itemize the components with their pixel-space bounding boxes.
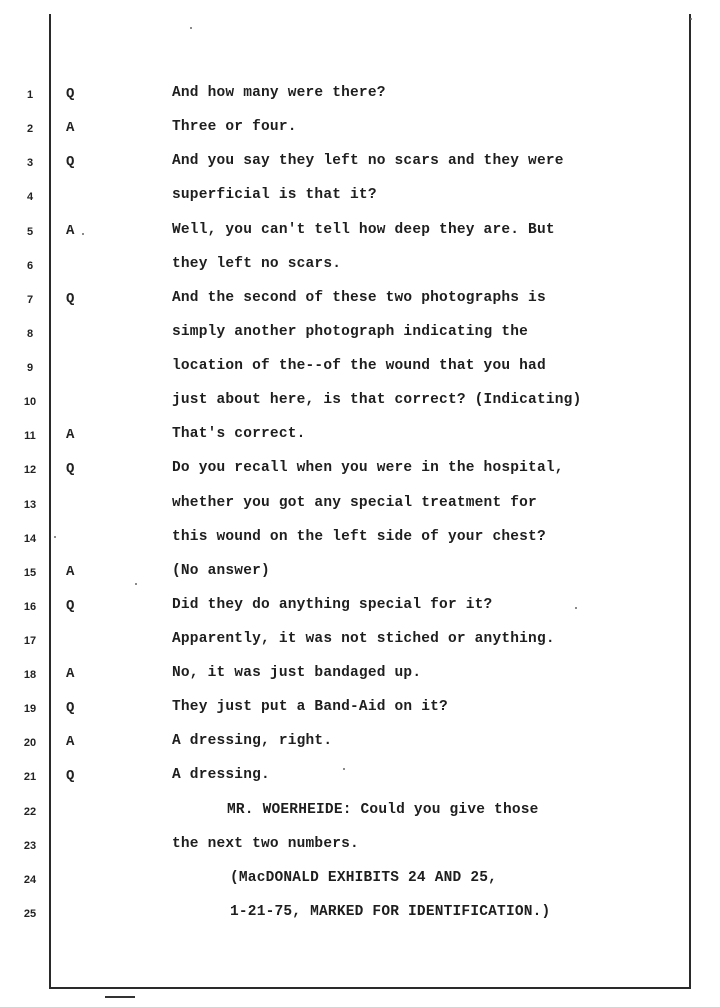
speaker-label: Q	[66, 154, 75, 170]
line-text: (MacDONALD EXHIBITS 24 AND 25,	[230, 870, 498, 886]
line-text: superficial is that it?	[172, 187, 377, 203]
scan-speck	[343, 768, 345, 770]
speaker-label: Q	[66, 700, 75, 716]
speaker-label: Q	[66, 291, 75, 307]
line-text: Did they do anything special for it?	[172, 597, 493, 613]
line-number: 23	[23, 840, 37, 852]
speaker-label: A	[66, 427, 75, 443]
line-number: 20	[23, 737, 37, 749]
line-text: Three or four.	[172, 119, 297, 135]
speaker-label: A	[66, 666, 75, 682]
line-text: Apparently, it was not stiched or anything.	[172, 631, 555, 647]
speaker-label: Q	[66, 598, 75, 614]
scan-speck	[82, 233, 84, 235]
speaker-label: A	[66, 734, 75, 750]
scan-speck	[575, 607, 577, 609]
line-text: A dressing, right.	[172, 733, 333, 749]
speaker-label: A	[66, 223, 75, 239]
line-number: 5	[26, 226, 34, 238]
line-text: That's correct.	[172, 426, 306, 442]
line-number: 14	[23, 533, 37, 545]
line-number: 1	[26, 89, 34, 101]
line-text: whether you got any special treatment for	[172, 495, 537, 511]
footer-rule	[105, 996, 135, 998]
line-number: 11	[24, 430, 36, 442]
speaker-label: Q	[66, 768, 75, 784]
line-number: 25	[23, 908, 37, 920]
scan-speck	[54, 536, 56, 538]
line-text: And you say they left no scars and they were	[172, 153, 564, 169]
line-text: And the second of these two photographs is	[172, 290, 546, 306]
speaker-label: Q	[66, 86, 75, 102]
line-number: 7	[26, 294, 34, 306]
line-number: 2	[26, 123, 34, 135]
line-text: simply another photograph indicating the	[172, 324, 529, 340]
speaker-label: A	[66, 564, 75, 580]
line-number: 15	[23, 567, 37, 579]
line-text: No, it was just bandaged up.	[172, 665, 422, 681]
line-text: They just put a Band-Aid on it?	[172, 699, 448, 715]
line-number: 8	[26, 328, 34, 340]
scan-speck	[690, 18, 692, 20]
line-number: 12	[23, 464, 37, 476]
line-number: 4	[26, 191, 34, 203]
line-text: A dressing.	[172, 767, 270, 783]
line-number: 6	[26, 260, 34, 272]
line-text: they left no scars.	[172, 256, 342, 272]
line-text: 1-21-75, MARKED FOR IDENTIFICATION.)	[230, 904, 551, 920]
line-number: 16	[23, 601, 37, 613]
line-text: this wound on the left side of your chest?	[172, 529, 546, 545]
line-text: the next two numbers.	[172, 836, 359, 852]
line-number: 18	[23, 669, 37, 681]
line-number: 3	[26, 157, 34, 169]
line-text: MR. WOERHEIDE: Could you give those	[227, 802, 539, 818]
line-text: Well, you can't tell how deep they are. But	[172, 222, 555, 238]
line-number: 9	[26, 362, 34, 374]
speaker-label: A	[66, 120, 75, 136]
line-text: location of the--of the wound that you had	[172, 358, 546, 374]
speaker-label: Q	[66, 461, 75, 477]
line-number: 19	[23, 703, 37, 715]
line-text: Do you recall when you were in the hospital,	[172, 460, 564, 476]
line-number: 17	[23, 635, 37, 647]
line-number: 22	[23, 806, 37, 818]
line-number: 10	[23, 396, 37, 408]
scan-speck	[135, 583, 137, 585]
line-number: 24	[23, 874, 37, 886]
line-text: (No answer)	[172, 563, 270, 579]
line-text: And how many were there?	[172, 85, 386, 101]
line-number: 21	[23, 771, 37, 783]
line-number: 13	[23, 499, 37, 511]
line-text: just about here, is that correct? (Indicating)	[172, 392, 582, 408]
scan-speck	[190, 27, 192, 29]
